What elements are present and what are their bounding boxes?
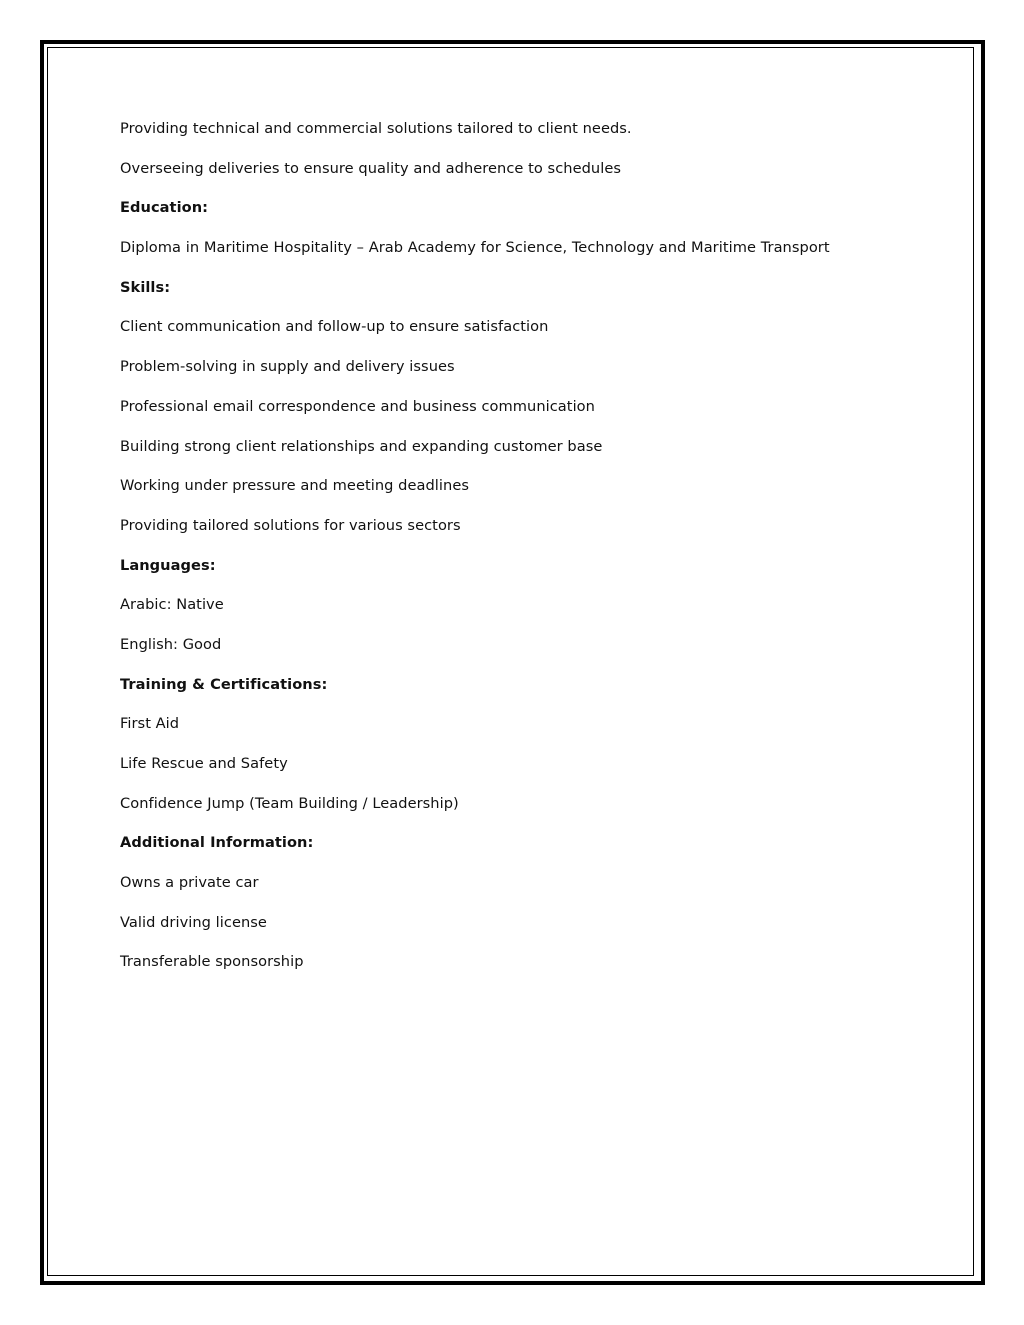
experience-item: Overseeing deliveries to ensure quality and adherence to schedules (120, 159, 622, 177)
skills-heading: Skills: (120, 278, 171, 296)
language-item: Arabic: Native (120, 596, 224, 614)
languages-heading: Languages: (120, 556, 216, 574)
experience-item: Providing technical and commercial solutions tailored to client needs. (120, 120, 632, 137)
additional-info-item: Owns a private car (120, 874, 259, 892)
education-item: Diploma in Maritime Hospitality – Arab Academy for Science, Technology and Maritime Transport (120, 239, 830, 257)
skill-item: Professional email correspondence and business communication (120, 397, 595, 415)
additional-info-item: Transferable sponsorship (120, 953, 304, 971)
language-item: English: Good (120, 635, 222, 653)
skill-item: Providing tailored solutions for various sectors (120, 516, 461, 534)
additional-info-heading: Additional Information: (120, 834, 314, 852)
training-item: First Aid (120, 715, 180, 733)
skill-item: Client communication and follow-up to ensure satisfaction (120, 318, 549, 336)
skill-item: Problem-solving in supply and delivery issues (120, 358, 455, 376)
skill-item: Building strong client relationships and expanding customer base (120, 437, 603, 455)
training-item: Life Rescue and Safety (120, 755, 288, 772)
education-heading: Education: (120, 199, 209, 217)
training-heading: Training & Certifications: (120, 675, 328, 693)
additional-info-item: Valid driving license (120, 913, 267, 931)
resume-content (120, 119, 940, 992)
training-item: Confidence Jump (Team Building / Leadership) (120, 794, 459, 812)
skill-item: Working under pressure and meeting deadlines (120, 477, 469, 495)
